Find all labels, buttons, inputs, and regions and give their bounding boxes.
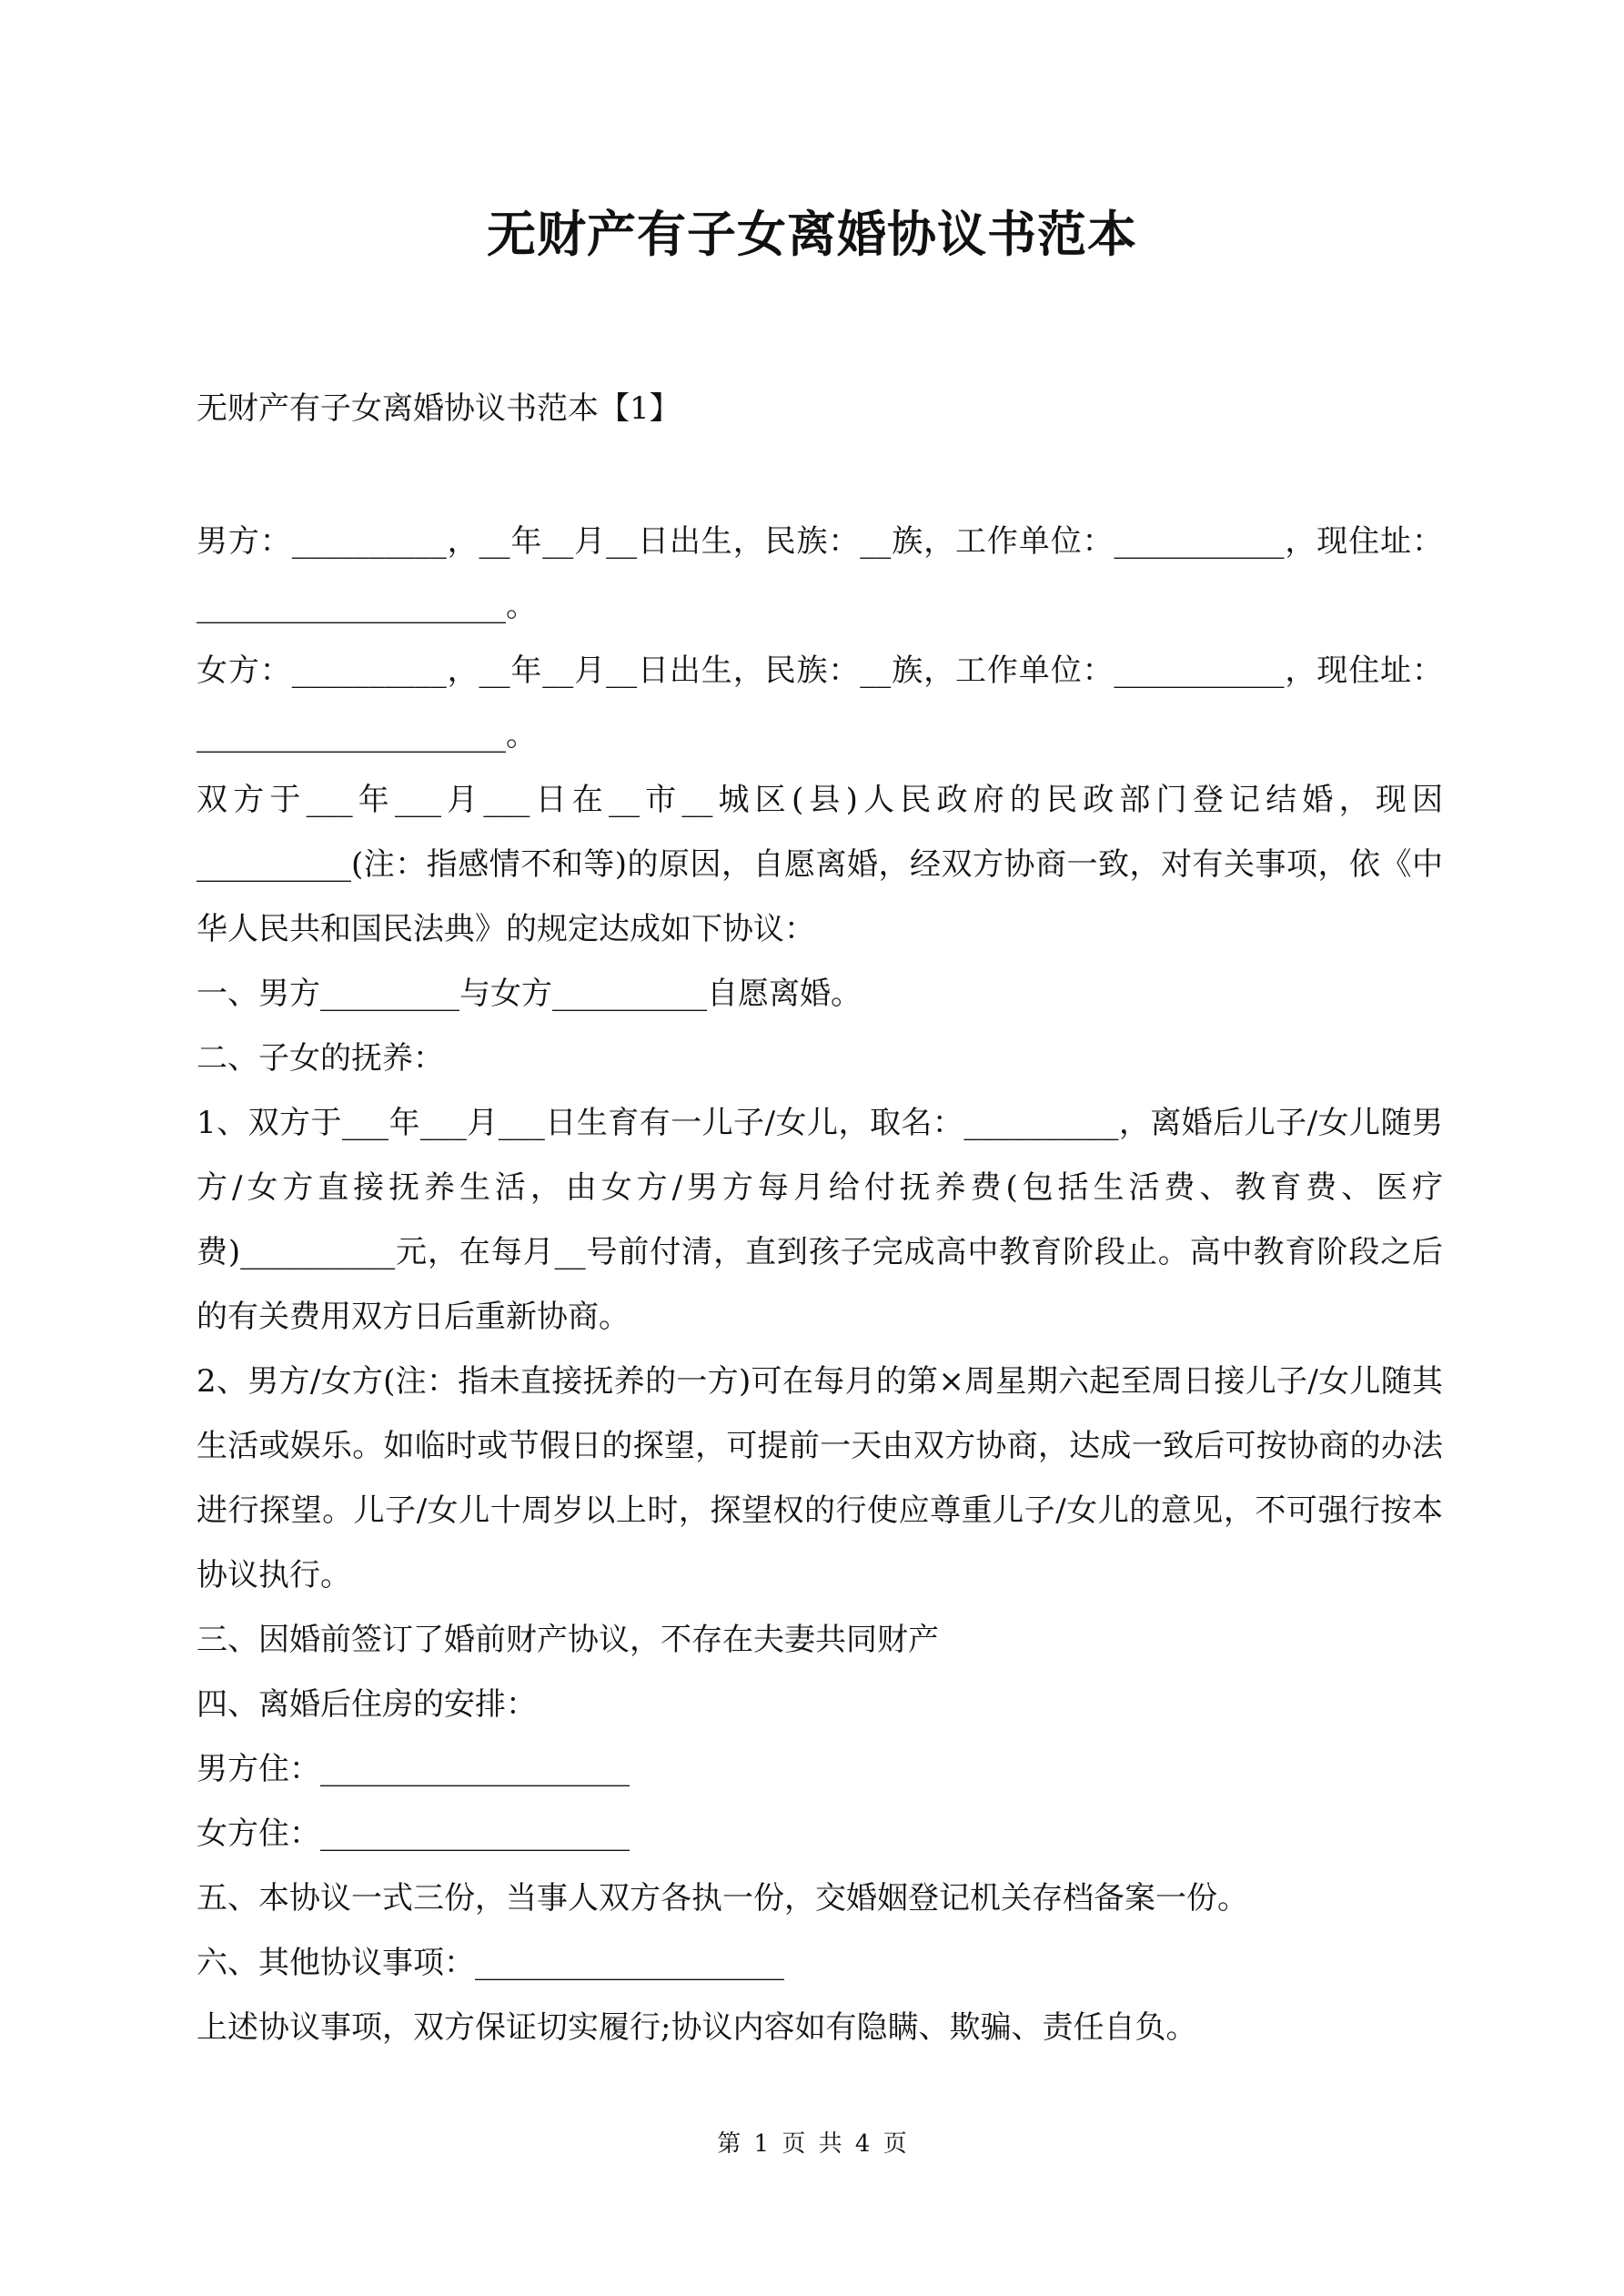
paragraph-marriage-background: 双方于___年___月___日在__市__城区(县)人民政府的民政部门登记结婚，现因__________(注：指感情不和等)的原因，自愿离婚，经双方协商一致，对有关事项，依《中华人民共和国民法典》的规定达成如下协议： — [197, 782, 1443, 947]
closing-statement: 上述协议事项，双方保证切实履行;协议内容如有隐瞒、欺骗、责任自负。 — [197, 2009, 1197, 2046]
document-subtitle: 无财产有子女离婚协议书范本【1】 — [197, 390, 681, 427]
clause-2-heading: 二、子女的抚养： — [197, 1040, 444, 1077]
document-body — [197, 510, 1443, 2060]
clause-4-male-residence: 男方住：____________________ — [197, 1751, 630, 1787]
clause-3-property: 三、因婚前签订了婚前财产协议，不存在夫妻共同财产 — [197, 1622, 939, 1658]
clause-1-divorce: 一、男方_________与女方__________自愿离婚。 — [197, 976, 862, 1012]
document-title: 无财产有子女离婚协议书范本 — [487, 205, 1137, 263]
clause-6-other: 六、其他协议事项：____________________ — [197, 1945, 784, 1981]
clause-2-2-visitation: 2、男方/女方(注：指未直接抚养的一方)可在每月的第×周星期六起至周日接儿子/女儿随其生活或娱乐。如临时或节假日的探望，可提前一天由双方协商，达成一致后可按协商的办法进行探望。儿子/女儿十周岁以上时，探望权的行使应尊重儿子/女儿的意见，不可强行按本协议执行。 — [197, 1363, 1443, 1593]
clause-5-copies: 五、本协议一式三份，当事人双方各执一份，交婚姻登记机关存档备案一份。 — [197, 1880, 1248, 1917]
paragraph-female-party: 女方：__________，__年__月__日出生，民族：__族，工作单位：___________，现住址：____________________。 — [197, 652, 1443, 754]
page-number-footer: 第 1 页 共 4 页 — [717, 2130, 907, 2158]
clause-4-female-residence: 女方住：____________________ — [197, 1816, 630, 1852]
clause-4-heading: 四、离婚后住房的安排： — [197, 1686, 537, 1723]
clause-2-1-custody: 1、双方于___年___月___日生育有一儿子/女儿，取名：__________，离婚后儿子/女儿随男方/女方直接抚养生活，由女方/男方每月给付抚养费(包括生活费、教育费、医疗费)__________元，在每月__号前付清，直到孩子完成高中教育阶段止。高中教育阶段之后的有关费用双方日后重新协商。 — [197, 1105, 1443, 1335]
paragraph-male-party: 男方：__________，__年__月__日出生，民族：__族，工作单位：___________，现住址：____________________。 — [197, 523, 1443, 624]
